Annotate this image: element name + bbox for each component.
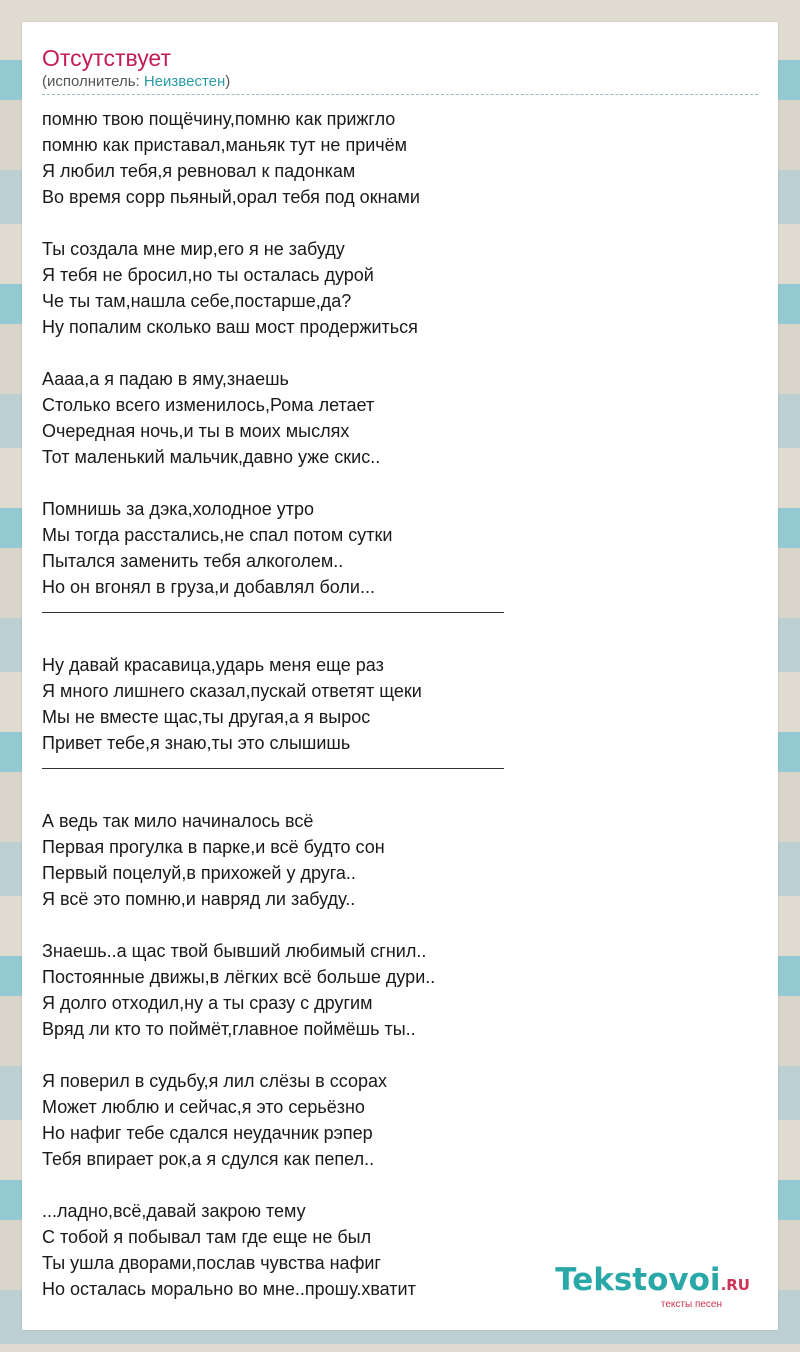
horizontal-rule xyxy=(42,612,504,613)
lyric-line: Я всё это помню,и навряд ли забуду.. xyxy=(42,889,356,909)
stanza xyxy=(42,1068,742,1172)
stanza xyxy=(42,938,742,1042)
artist-suffix: ) xyxy=(225,73,231,90)
section-separator xyxy=(42,756,742,808)
lyric-line: Я долго отходил,ну а ты сразу с другим xyxy=(42,993,373,1013)
lyric-line: Очередная ночь,и ты в моих мыслях xyxy=(42,421,350,441)
lyric-line: Столько всего изменилось,Рома летает xyxy=(42,395,375,415)
lyric-line: Вряд ли кто то поймёт,главное поймёшь ты.. xyxy=(42,1019,416,1039)
lyric-line: Но нафиг тебе сдался неудачник рэпер xyxy=(42,1123,373,1143)
lyric-line: Я тебя не бросил,но ты осталась дурой xyxy=(42,265,374,285)
site-logo[interactable] xyxy=(555,1264,750,1310)
section-separator xyxy=(42,600,742,652)
lyric-line: Первый поцелуй,в прихожей у друга.. xyxy=(42,863,356,883)
stanza xyxy=(42,366,742,470)
artist-line xyxy=(42,73,230,91)
lyric-line: Пытался заменить тебя алкоголем.. xyxy=(42,551,344,571)
lyric-line: Может люблю и сейчас,я это серьёзно xyxy=(42,1097,365,1117)
lyric-line: Но осталась морально во мне..прошу.хватит xyxy=(42,1279,416,1299)
lyric-line: Я любил тебя,я ревновал к падонкам xyxy=(42,161,356,181)
stanza xyxy=(42,496,742,600)
lyric-line: Ну давай красавица,ударь меня еще раз xyxy=(42,655,384,675)
lyric-line: помню твою пощёчину,помню как прижгло xyxy=(42,109,396,129)
stanza xyxy=(42,652,742,756)
lyric-line: Тот маленький мальчик,давно уже скис.. xyxy=(42,447,381,467)
lyric-line: С тобой я побывал там где еще не был xyxy=(42,1227,372,1247)
lyric-line: Тебя впирает рок,а я сдулся как пепел.. xyxy=(42,1149,375,1169)
artist-link[interactable]: Неизвестен xyxy=(143,73,226,90)
lyric-line: Я много лишнего сказал,пускай ответят щеки xyxy=(42,681,422,701)
lyric-line: Ты создала мне мир,его я не забуду xyxy=(42,239,345,259)
stanza xyxy=(42,808,742,912)
lyric-line: Во время сорр пьяный,орал тебя под окнами xyxy=(42,187,420,207)
lyric-line: Мы тогда расстались,не спал потом сутки xyxy=(42,525,393,545)
lyric-line: Знаешь..а щас твой бывший любимый сгнил.. xyxy=(42,941,427,961)
logo-wordmark xyxy=(555,1264,750,1301)
lyric-line: ...ладно,всё,давай закрою тему xyxy=(42,1201,306,1221)
stanza xyxy=(42,106,742,210)
lyric-line: Но он вгонял в груза,и добавлял боли... xyxy=(42,577,375,597)
logo-name: Tekstovoi xyxy=(555,1262,721,1298)
lyric-line: Аааа,а я падаю в яму,знаешь xyxy=(42,369,289,389)
horizontal-rule xyxy=(42,768,504,769)
logo-tagline: тексты песен xyxy=(660,1299,722,1310)
artist-prefix: (исполнитель: xyxy=(42,73,144,90)
lyric-line: Помнишь за дэка,холодное утро xyxy=(42,499,315,519)
lyric-line: Ты ушла дворами,послав чувства нафиг xyxy=(42,1253,381,1273)
stanza xyxy=(42,236,742,340)
logo-tld: .RU xyxy=(720,1276,750,1294)
header-divider xyxy=(42,94,758,95)
lyric-line: помню как приставал,маньяк тут не причём xyxy=(42,135,408,155)
lyric-line: Привет тебе,я знаю,ты это слышишь xyxy=(42,733,351,753)
lyrics-text xyxy=(42,106,742,1302)
lyric-line: Я поверил в судьбу,я лил слёзы в ссорах xyxy=(42,1071,387,1091)
lyric-line: Ну попалим сколько ваш мост продержиться xyxy=(42,317,418,337)
lyrics-sheet xyxy=(22,22,778,1330)
lyric-line: Постоянные движы,в лёгких всё больше дури.. xyxy=(42,967,436,987)
lyric-line: Мы не вместе щас,ты другая,а я вырос xyxy=(42,707,371,727)
lyric-line: Первая прогулка в парке,и всё будто сон xyxy=(42,837,385,857)
lyric-line: А ведь так мило начиналось всё xyxy=(42,811,314,831)
song-title: Отсутствует xyxy=(42,45,171,71)
lyric-line: Че ты там,нашла себе,постарше,да? xyxy=(42,291,352,311)
